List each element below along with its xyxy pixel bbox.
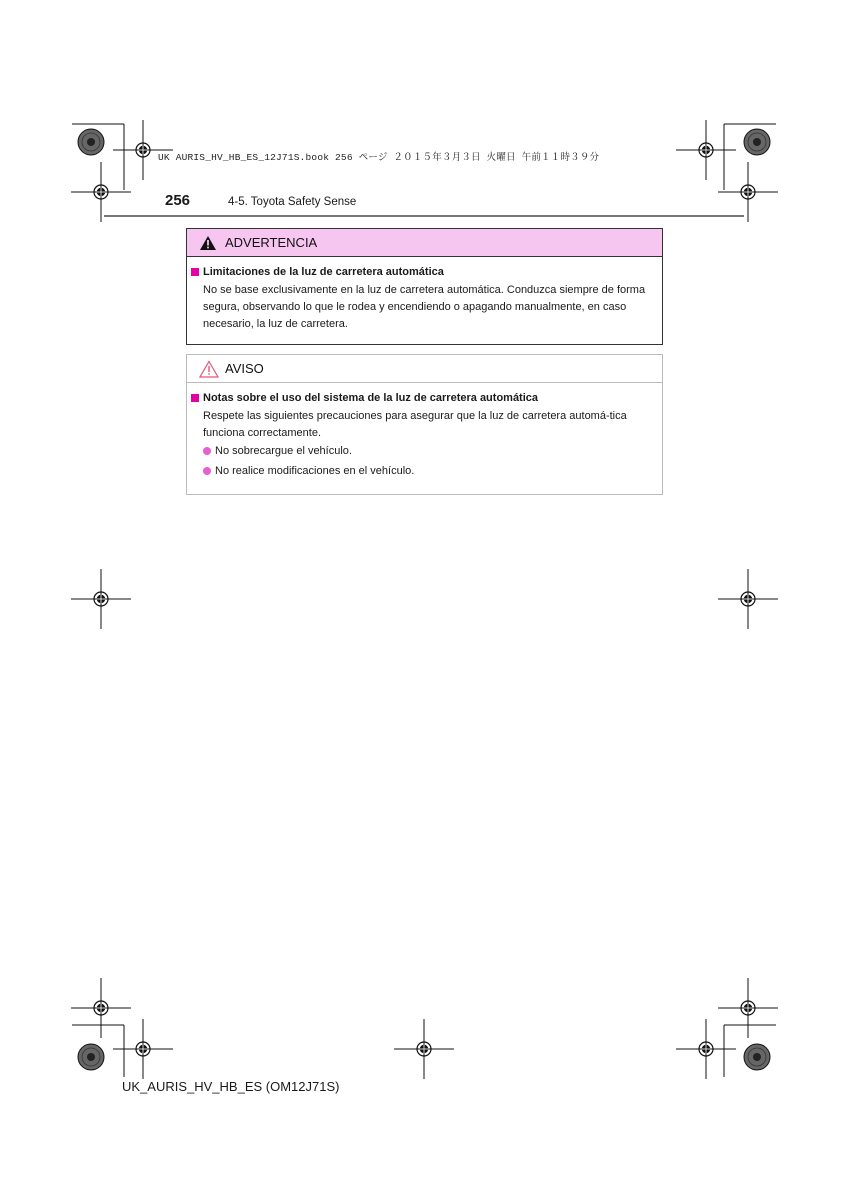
- warning-item-heading: [191, 266, 444, 278]
- notice-heading-text: Notas sobre el uso del sistema de la luz de carretera automática: [203, 392, 539, 404]
- footer-document-code: UK_AURIS_HV_HB_ES (OM12J71S): [122, 1079, 340, 1094]
- warning-title: ADVERTENCIA: [225, 235, 318, 250]
- section-title: 4-5. Toyota Safety Sense: [228, 196, 357, 208]
- notice-box: [186, 354, 663, 495]
- round-bullet-icon: [203, 467, 211, 475]
- notice-title: AVISO: [225, 361, 264, 376]
- caution-triangle-icon: [199, 360, 219, 378]
- square-bullet-icon: [191, 394, 199, 402]
- list-item: No realice modificaciones en el vehículo.: [203, 465, 414, 477]
- square-bullet-icon: [191, 268, 199, 276]
- warning-heading-text: Limitaciones de la luz de carretera automática: [203, 266, 444, 278]
- warning-body-text: No se base exclusivamente en la luz de carretera automática. Conduzca siempre de forma segura, observando lo que le rodea y encendiendo o apagando manualmente, en caso necesario, la luz de carretera.: [203, 284, 646, 330]
- notice-body-text: Respete las siguientes precauciones para asegurar que la luz de carretera automá-tica funciona correctamente.: [203, 410, 627, 439]
- header-divider: [104, 215, 744, 217]
- warning-header: [187, 229, 662, 257]
- notice-header: [187, 355, 662, 383]
- notice-item-heading: [191, 392, 538, 404]
- print-header: UK AURIS_HV_HB_ES_12J71S.book 256 ページ ２０１５年３月３日 火曜日 午前１１時３９分: [158, 152, 600, 163]
- warning-box: [186, 228, 663, 345]
- list-item: No sobrecargue el vehículo.: [203, 445, 352, 457]
- page-number: 256: [165, 192, 191, 209]
- round-bullet-icon: [203, 447, 211, 455]
- warning-triangle-icon: [199, 235, 217, 251]
